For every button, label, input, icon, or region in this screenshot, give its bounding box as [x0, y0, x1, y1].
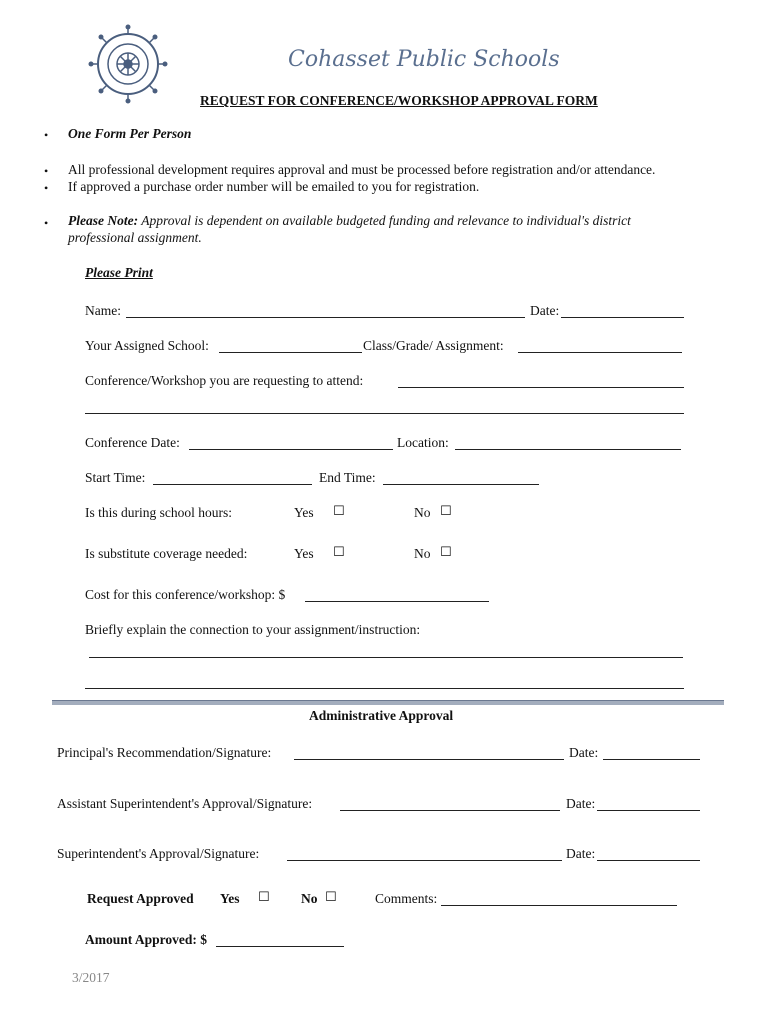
- request-approved-no-checkbox[interactable]: ☐: [325, 890, 337, 905]
- approval-required-note: All professional development requires approval and must be processed before registration and/or attendance.: [68, 162, 656, 177]
- comments-field[interactable]: [441, 905, 677, 906]
- start-time-field[interactable]: [153, 484, 312, 485]
- request-approved-yes-checkbox[interactable]: ☐: [258, 890, 270, 905]
- conference-date-field[interactable]: [189, 449, 393, 450]
- date-label: Date:: [530, 303, 560, 318]
- substitute-no-checkbox[interactable]: ☐: [440, 545, 452, 560]
- explain-field-line1[interactable]: [89, 657, 683, 658]
- principal-date-field[interactable]: [603, 759, 700, 760]
- class-grade-label: Class/Grade/ Assignment:: [363, 338, 504, 353]
- note-label: Please Note:: [68, 213, 139, 228]
- substitute-yes-checkbox[interactable]: ☐: [333, 545, 345, 560]
- superintendent-signature-field[interactable]: [287, 860, 562, 861]
- conference-date-label: Conference Date:: [85, 435, 180, 450]
- school-hours-yes-checkbox[interactable]: ☐: [333, 504, 345, 519]
- cost-field[interactable]: [305, 601, 489, 602]
- school-name: Cohasset Public Schools: [288, 47, 560, 72]
- request-approved-label: Request Approved: [87, 891, 194, 906]
- superintendent-date-field[interactable]: [597, 860, 700, 861]
- date-field[interactable]: [561, 317, 684, 318]
- bullet-icon: •: [44, 181, 49, 195]
- end-time-label: End Time:: [319, 470, 376, 485]
- assigned-school-label: Your Assigned School:: [85, 338, 209, 353]
- conference-requesting-field[interactable]: [398, 387, 684, 388]
- please-print-heading: Please Print: [85, 265, 153, 280]
- po-number-note: If approved a purchase order number will be emailed to you for registration.: [68, 179, 480, 194]
- bullet-icon: •: [44, 164, 49, 178]
- location-field[interactable]: [455, 449, 681, 450]
- admin-approval-heading: Administrative Approval: [309, 708, 454, 723]
- principal-date-label: Date:: [569, 745, 599, 760]
- asst-superintendent-date-label: Date:: [566, 796, 596, 811]
- conference-requesting-label: Conference/Workshop you are requesting to attend:: [85, 373, 364, 388]
- end-time-field[interactable]: [383, 484, 539, 485]
- conference-requesting-field-line2[interactable]: [85, 413, 684, 414]
- substitute-yes-label: Yes: [294, 546, 314, 561]
- ship-wheel-icon: [88, 24, 168, 104]
- school-hours-no-label: No: [414, 505, 431, 520]
- school-hours-no-checkbox[interactable]: ☐: [440, 504, 452, 519]
- name-label: Name:: [85, 303, 121, 318]
- superintendent-label: Superintendent's Approval/Signature:: [57, 846, 260, 861]
- substitute-question: Is substitute coverage needed:: [85, 546, 248, 561]
- revision-date: 3/2017: [72, 970, 110, 985]
- request-approved-yes-label: Yes: [220, 891, 240, 906]
- school-seal-logo: [88, 24, 168, 104]
- amount-approved-label: Amount Approved: $: [85, 932, 208, 947]
- assigned-school-field[interactable]: [219, 352, 362, 353]
- superintendent-date-label: Date:: [566, 846, 596, 861]
- school-hours-yes-label: Yes: [294, 505, 314, 520]
- note-text: Approval is dependent on available budgeted funding and relevance to individual's district: [138, 213, 631, 228]
- start-time-label: Start Time:: [85, 470, 146, 485]
- bullet-icon: •: [44, 216, 49, 230]
- school-hours-question: Is this during school hours:: [85, 505, 232, 520]
- class-grade-field[interactable]: [518, 352, 682, 353]
- request-approved-no-label: No: [301, 891, 318, 906]
- cost-label: Cost for this conference/workshop: $: [85, 587, 286, 602]
- comments-label: Comments:: [375, 891, 438, 906]
- principal-signature-field[interactable]: [294, 759, 564, 760]
- explain-field-line2[interactable]: [85, 688, 684, 689]
- section-divider: [52, 700, 724, 705]
- bullet-icon: •: [44, 128, 49, 142]
- please-note: [68, 213, 631, 229]
- explain-label: Briefly explain the connection to your assignment/instruction:: [85, 622, 421, 637]
- amount-approved-field[interactable]: [216, 946, 344, 947]
- one-form-note: One Form Per Person: [68, 126, 192, 141]
- principal-label: Principal's Recommendation/Signature:: [57, 745, 272, 760]
- substitute-no-label: No: [414, 546, 431, 561]
- asst-superintendent-signature-field[interactable]: [340, 810, 560, 811]
- location-label: Location:: [397, 435, 449, 450]
- form-title: REQUEST FOR CONFERENCE/WORKSHOP APPROVAL FORM: [200, 93, 598, 108]
- note-text-continued: professional assignment.: [68, 230, 202, 245]
- asst-superintendent-date-field[interactable]: [597, 810, 700, 811]
- asst-superintendent-label: Assistant Superintendent's Approval/Signature:: [57, 796, 313, 811]
- name-field[interactable]: [126, 317, 525, 318]
